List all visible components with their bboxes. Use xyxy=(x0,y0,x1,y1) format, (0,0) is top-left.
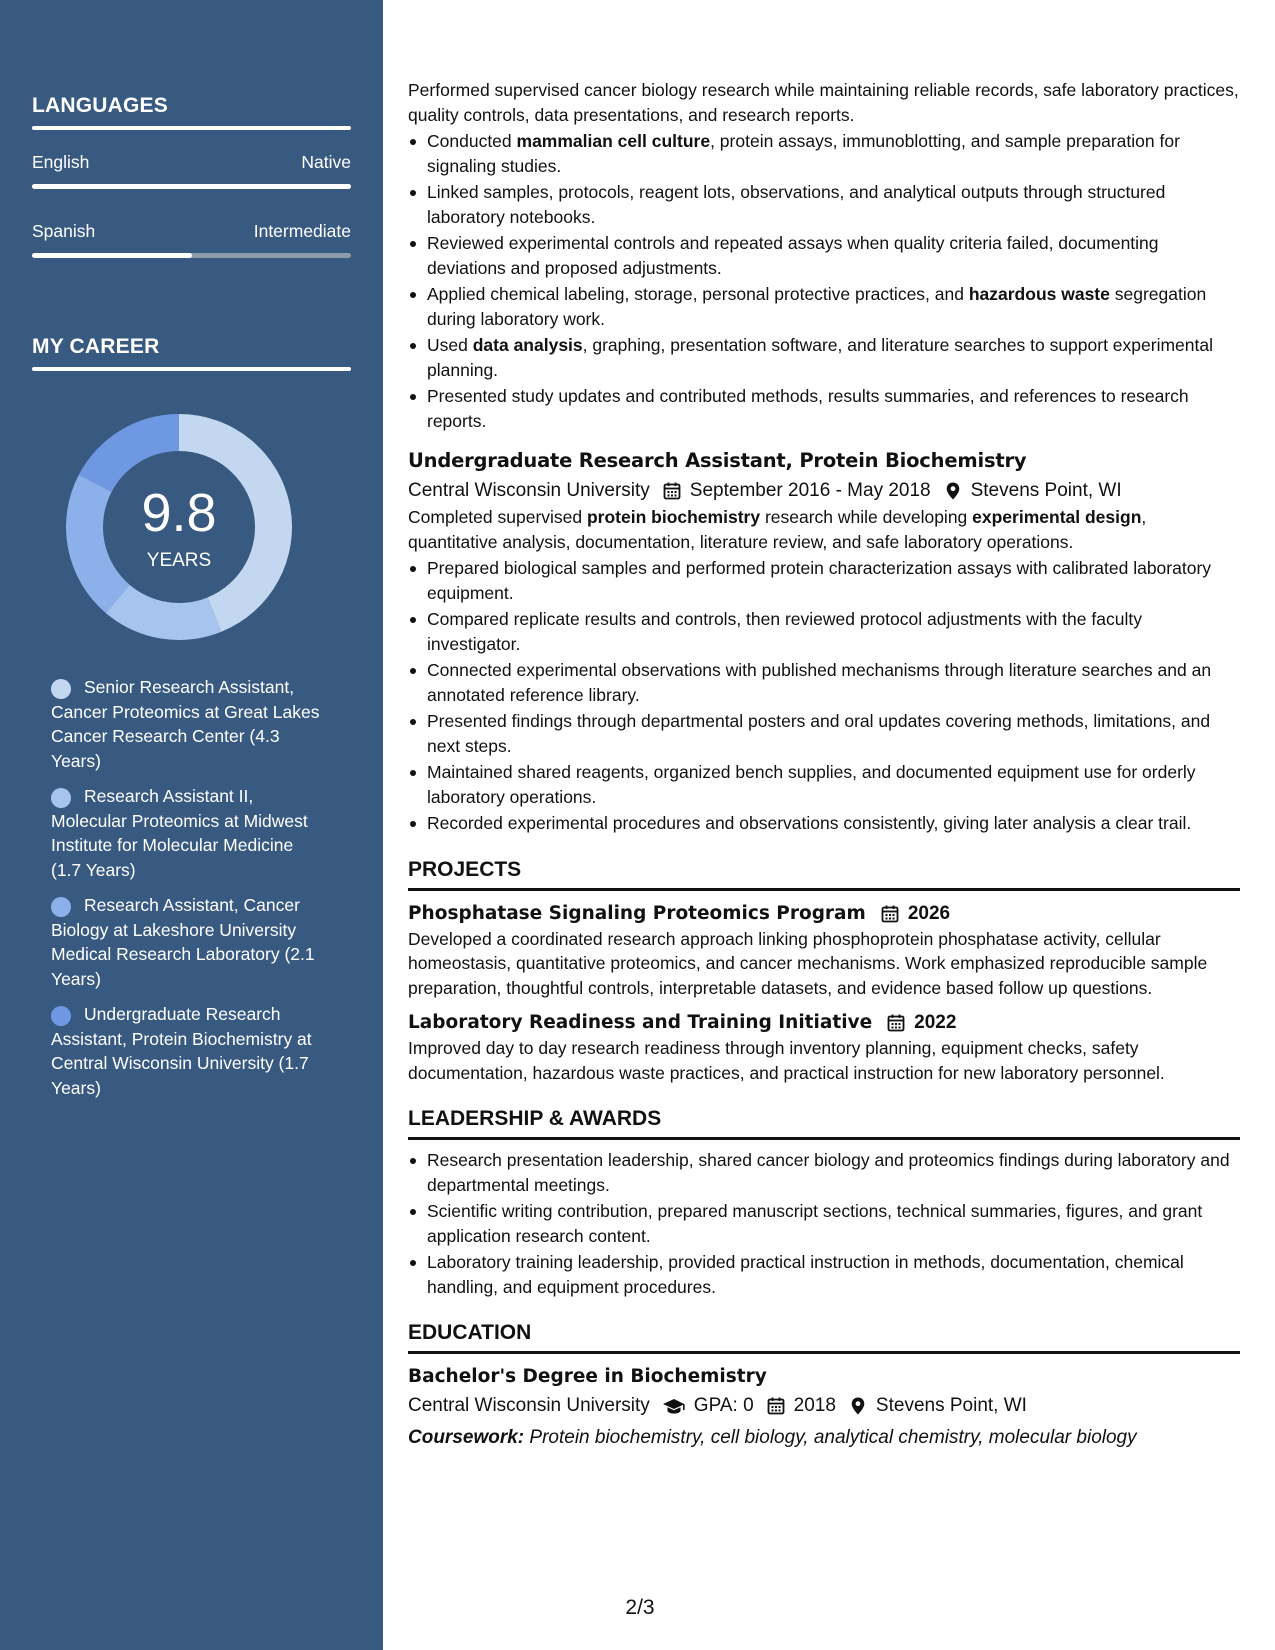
coursework-label: Coursework: xyxy=(408,1427,525,1448)
job-meta xyxy=(408,477,1240,505)
sidebar xyxy=(0,0,383,1650)
bullet-item: Scientific writing contribution, prepared manuscript sections, technical summaries, figures, and grant application research content. xyxy=(408,1199,1240,1248)
project-title xyxy=(408,901,1240,927)
calendar-icon xyxy=(886,1013,906,1033)
donut-center xyxy=(66,414,292,640)
bullet-item: Presented findings through departmental posters and oral updates covering methods, limitations, and next steps. xyxy=(408,709,1240,758)
calendar-icon xyxy=(766,1396,786,1416)
location-pin-icon xyxy=(943,481,963,501)
bullet-keyword: mammalian cell culture xyxy=(516,131,711,151)
language-bar-spanish xyxy=(32,253,351,258)
summary-keyword: protein biochemistry xyxy=(586,507,761,527)
career-donut-chart xyxy=(66,414,292,640)
project-description: Developed a coordinated research approach linking phosphoprotein phosphatase activity, cellular homeostasis, quantitative proteomics, and cancer mechanisms. Work emphasized reproducible sample preparation, thoughtful controls, interpretable datasets, and evidence based follow up questions. xyxy=(408,928,1208,998)
bullet-item: Recorded experimental procedures and observations consistently, giving later analysis a clear trail. xyxy=(408,811,1240,836)
summary-text: Completed supervised xyxy=(408,507,587,527)
project-year: 2026 xyxy=(907,902,951,924)
education-heading: EDUCATION xyxy=(408,1319,1240,1354)
gpa: GPA: 0 xyxy=(693,1395,754,1416)
language-level: Native xyxy=(301,152,351,172)
bullet-item: Maintained shared reagents, organized bench supplies, and documented equipment use for orderly laboratory operations. xyxy=(408,760,1240,809)
bullet-text: , graphing, presentation software, and literature searches to support experimental planning. xyxy=(427,335,1213,380)
bullet-text: segregation during laboratory work. xyxy=(427,284,1207,329)
school-name: Central Wisconsin University xyxy=(408,1395,650,1416)
legend-dot xyxy=(51,1006,71,1026)
summary-text: , quantitative analysis, documentation, literature review, and safe laboratory operations. xyxy=(408,507,1147,552)
project-title xyxy=(408,1010,1240,1036)
language-name: Spanish xyxy=(32,221,96,241)
language-level: Intermediate xyxy=(253,221,351,241)
bullet-text: Used xyxy=(427,335,473,355)
bullet-item xyxy=(408,231,1240,280)
bullet-text: Presented study updates and contributed methods, results summaries, and references to research reports. xyxy=(427,386,1189,431)
page-number: 2/3 xyxy=(625,1596,655,1619)
bullet-item: Research presentation leadership, shared cancer biology and proteomics findings during laboratory and departmental meetings. xyxy=(408,1148,1240,1197)
bullet-text: , protein assays, immunoblotting, and sample preparation for signaling studies. xyxy=(427,131,1180,176)
graduation-year: 2018 xyxy=(793,1395,836,1416)
bullet-item: Laboratory training leadership, provided practical instruction in methods, documentation, chemical handling, and equipment procedures. xyxy=(408,1250,1240,1299)
leadership-bullets xyxy=(408,1148,1240,1299)
summary-text: research while developing xyxy=(760,507,973,527)
school-location: Stevens Point, WI xyxy=(875,1395,1027,1416)
career-total-years: 9.8 xyxy=(141,483,217,543)
experience-bullets xyxy=(408,129,1240,433)
bullet-keyword: hazardous waste xyxy=(968,284,1110,304)
bullet-item xyxy=(408,333,1240,382)
job-bullets xyxy=(408,556,1240,836)
language-bar-english xyxy=(32,184,351,189)
main-content xyxy=(408,78,1240,1452)
bullet-item xyxy=(408,282,1240,331)
career-item xyxy=(51,893,321,991)
career-divider xyxy=(32,367,351,371)
projects-heading: PROJECTS xyxy=(408,856,1240,891)
career-heading: MY CAREER xyxy=(32,335,160,358)
experience-summary: Performed supervised cancer biology research while maintaining reliable records, safe laboratory practices, quality controls, data presentations, and research reports. xyxy=(408,80,1239,125)
job-title: Undergraduate Research Assistant, Protein Biochemistry xyxy=(408,449,1027,472)
career-item-label: Research Assistant II, Molecular Proteomics at Midwest Institute for Molecular Medicine (1.7 Years) xyxy=(51,786,308,880)
bullet-text: Linked samples, protocols, reagent lots, observations, and analytical outputs through structured laboratory notebooks. xyxy=(427,182,1166,227)
job-dates: September 2016 - May 2018 xyxy=(689,480,931,501)
bullet-item: Connected experimental observations with published mechanisms through literature searches and an annotated reference library. xyxy=(408,658,1240,707)
career-list xyxy=(51,675,321,1111)
bullet-item: Compared replicate results and controls, then reviewed protocol adjustments with the faculty investigator. xyxy=(408,607,1240,656)
location-pin-icon xyxy=(848,1396,868,1416)
coursework xyxy=(408,1424,1240,1452)
career-item-label: Senior Research Assistant, Cancer Proteomics at Great Lakes Cancer Research Center (4.3 Years) xyxy=(51,677,320,771)
languages-divider xyxy=(32,126,351,130)
language-bar-fill xyxy=(32,184,351,189)
job-org: Central Wisconsin University xyxy=(408,480,650,501)
bullet-keyword: data analysis xyxy=(472,335,583,355)
project-description: Improved day to day research readiness through inventory planning, equipment checks, safety documentation, hazardous waste practices, and practical instruction for new laboratory personnel. xyxy=(408,1038,1165,1083)
project-year: 2022 xyxy=(914,1012,957,1033)
bullet-item xyxy=(408,180,1240,229)
language-name: English xyxy=(32,152,90,172)
summary-keyword: experimental design xyxy=(972,507,1142,527)
education-meta xyxy=(408,1392,1240,1420)
bullet-text: Reviewed experimental controls and repeated assays when quality criteria failed, documenting deviations and proposed adjustments. xyxy=(427,233,1159,278)
degree-title: Bachelor's Degree in Biochemistry xyxy=(408,1366,767,1387)
career-item-label: Research Assistant, Cancer Biology at Lakeshore University Medical Research Laboratory (2.1 Years) xyxy=(51,895,315,989)
bullet-item: Prepared biological samples and performed protein characterization assays with calibrated laboratory equipment. xyxy=(408,556,1240,605)
career-item xyxy=(51,1002,321,1100)
career-total-unit: YEARS xyxy=(146,550,212,571)
job-location: Stevens Point, WI xyxy=(970,480,1122,501)
leadership-heading: LEADERSHIP & AWARDS xyxy=(408,1105,1240,1140)
coursework-list: Protein biochemistry, cell biology, analytical chemistry, molecular biology xyxy=(524,1427,1137,1448)
career-item xyxy=(51,784,321,882)
graduation-cap-icon xyxy=(662,1396,686,1416)
calendar-icon xyxy=(880,904,900,924)
calendar-icon xyxy=(662,481,682,501)
language-bar-fill xyxy=(32,253,192,258)
project-name: Laboratory Readiness and Training Initiative xyxy=(408,1012,873,1033)
legend-dot xyxy=(51,679,71,699)
career-item xyxy=(51,675,321,773)
job-summary xyxy=(408,505,1240,554)
languages-heading: LANGUAGES xyxy=(32,94,168,117)
career-item-label: Undergraduate Research Assistant, Protein Biochemistry at Central Wisconsin University (1.7 Years) xyxy=(51,1004,312,1098)
bullet-text: Conducted xyxy=(427,131,517,151)
bullet-item xyxy=(408,129,1240,178)
bullet-item xyxy=(408,384,1240,433)
legend-dot xyxy=(51,788,71,808)
bullet-text: Applied chemical labeling, storage, personal protective practices, and xyxy=(427,284,969,304)
project-name: Phosphatase Signaling Proteomics Program xyxy=(408,902,866,924)
legend-dot xyxy=(51,897,71,917)
